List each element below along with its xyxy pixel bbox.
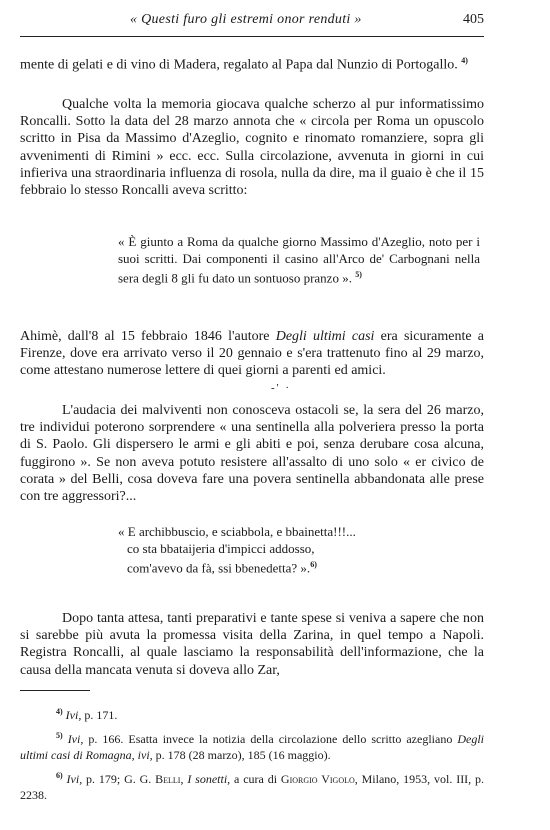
paragraph-1 (20, 52, 484, 74)
page-number: 405 (463, 12, 484, 27)
footnotes (20, 704, 484, 808)
footnote-ref-5: 5) (355, 270, 362, 279)
footnote-4-ivi: Ivi, (65, 708, 82, 722)
footnote-ref-6: 6) (310, 560, 317, 569)
footnote-5-number: 5) (56, 731, 63, 740)
footnote-6-text-2: a cura di (234, 772, 278, 786)
footnote-5-ivi: Ivi, (67, 732, 84, 746)
footnote-5-text-1: p. 166. Esatta invece la notizia della circolazione dello scritto azegliano (88, 732, 453, 746)
verse-quote (118, 524, 448, 577)
footnote-6 (20, 768, 484, 803)
paragraph-3-prefix: Ahimè, dall'8 al 15 febbraio 1846 l'autore (20, 329, 270, 344)
footnote-5 (20, 728, 484, 763)
book-title-italic: Degli ultimi casi (275, 329, 375, 344)
paragraph-3 (20, 328, 484, 380)
paragraph-1-text: mente di gelati e di vino di Madera, regalato al Papa dal Nunzio di Portogallo. (20, 57, 458, 73)
block-quote-1-text: « È giunto a Roma da qualche giorno Massimo d'Azeglio, noto per i suoi scritti. Dai componenti il casino all'Arco de' Carbognani nella sera degli 8 gli fu dato un sontuoso pranzo ». (118, 234, 480, 286)
footnote-6-title: I sonetti, (187, 772, 231, 786)
verse-line-3-text: com'avevo da fà, ssi bbenedetta? ». (127, 560, 311, 576)
print-smudge: -' · (271, 382, 292, 394)
footnote-6-number: 6) (56, 771, 63, 780)
footnote-4 (20, 704, 484, 723)
verse-line-1: « E archibbuscio, e sciabbola, e bbainetta!!!... (118, 524, 356, 539)
footnote-6-ivi: Ivi, (66, 772, 83, 786)
footnote-6-comma: , (180, 772, 184, 786)
verse-line-2 (118, 541, 448, 558)
footnote-6-text-1: p. 179; G. G. (86, 772, 152, 786)
footnote-5-text-2: p. 178 (28 marzo), 185 (16 maggio). (155, 748, 331, 762)
footnote-6-author: Belli (155, 772, 181, 786)
paragraph-3-rest: era sicuramente a Firenze, dove era arrivato verso il 20 gennaio e s'era trattenuto fino al 29 marzo, come attestano numerose lettere di quei giorni a parenti ed amici. (20, 329, 485, 379)
footnote-5-title: Degli ultimi casi di Romagna, ivi, (20, 732, 485, 762)
footnote-4-number: 4) (56, 707, 63, 716)
running-title: « Questi furo gli estremi onor renduti » (130, 12, 362, 27)
footnote-rule (20, 690, 90, 691)
page-header (20, 10, 484, 32)
block-quote-1 (118, 234, 480, 287)
footnote-6-text-3: , Milano, 1953, vol. III, p. 2238. (20, 772, 485, 802)
footnote-4-text: p. 171. (84, 708, 118, 722)
paragraph-2: Qualche volta la memoria giocava qualche scherzo al pur informatissimo Roncalli. Sotto la data del 28 marzo annota che « circola per Roma un opuscolo scritto in Pisa da Massimo d'Azeglio, cognito e rinomato romanziere, sopra gli avvenimenti di Rimini » ecc. ecc. Sulla circolazione, avvenuta in giorni in cui infieriva una straordinaria influenza di rosola, nulla da dire, ma il guaio è che il 15 febbraio lo stesso Roncalli aveva scritto: (20, 97, 484, 199)
footnote-6-editor: Giorgio Vigolo (280, 772, 355, 786)
header-rule (20, 36, 484, 37)
footnote-ref-4: 4) (461, 56, 468, 65)
verse-line-2-text: co sta bbataijeria d'impicci addosso, (127, 540, 315, 556)
paragraph-5: Dopo tanta attesa, tanti preparativi e tante spese si veniva a sapere che non si sarebbe più avuta la promessa visita della Zarina, in quel tempo a Napoli. Registra Roncalli, al quale lasciamo la responsabilità dell'informazione, che la causa della mancata venuta si doveva allo Zar, (20, 611, 484, 678)
paragraph-4: L'audacia dei malviventi non conosceva ostacoli se, la sera del 26 marzo, tre individui poterono sorprendere « una sentinella alla polveriera presso la porta di S. Paolo. Gli dispersero le armi e gli abiti e poi, senza derubare cosa alcuna, fuggirono ». Se non aveva potuto resistere all'assalto di uno solo « er civico de corata » del Belli, cosa doveva fare una povera sentinella abbandonata alle prese con tre aggressori?... (20, 403, 484, 505)
verse-line-3 (118, 557, 448, 577)
